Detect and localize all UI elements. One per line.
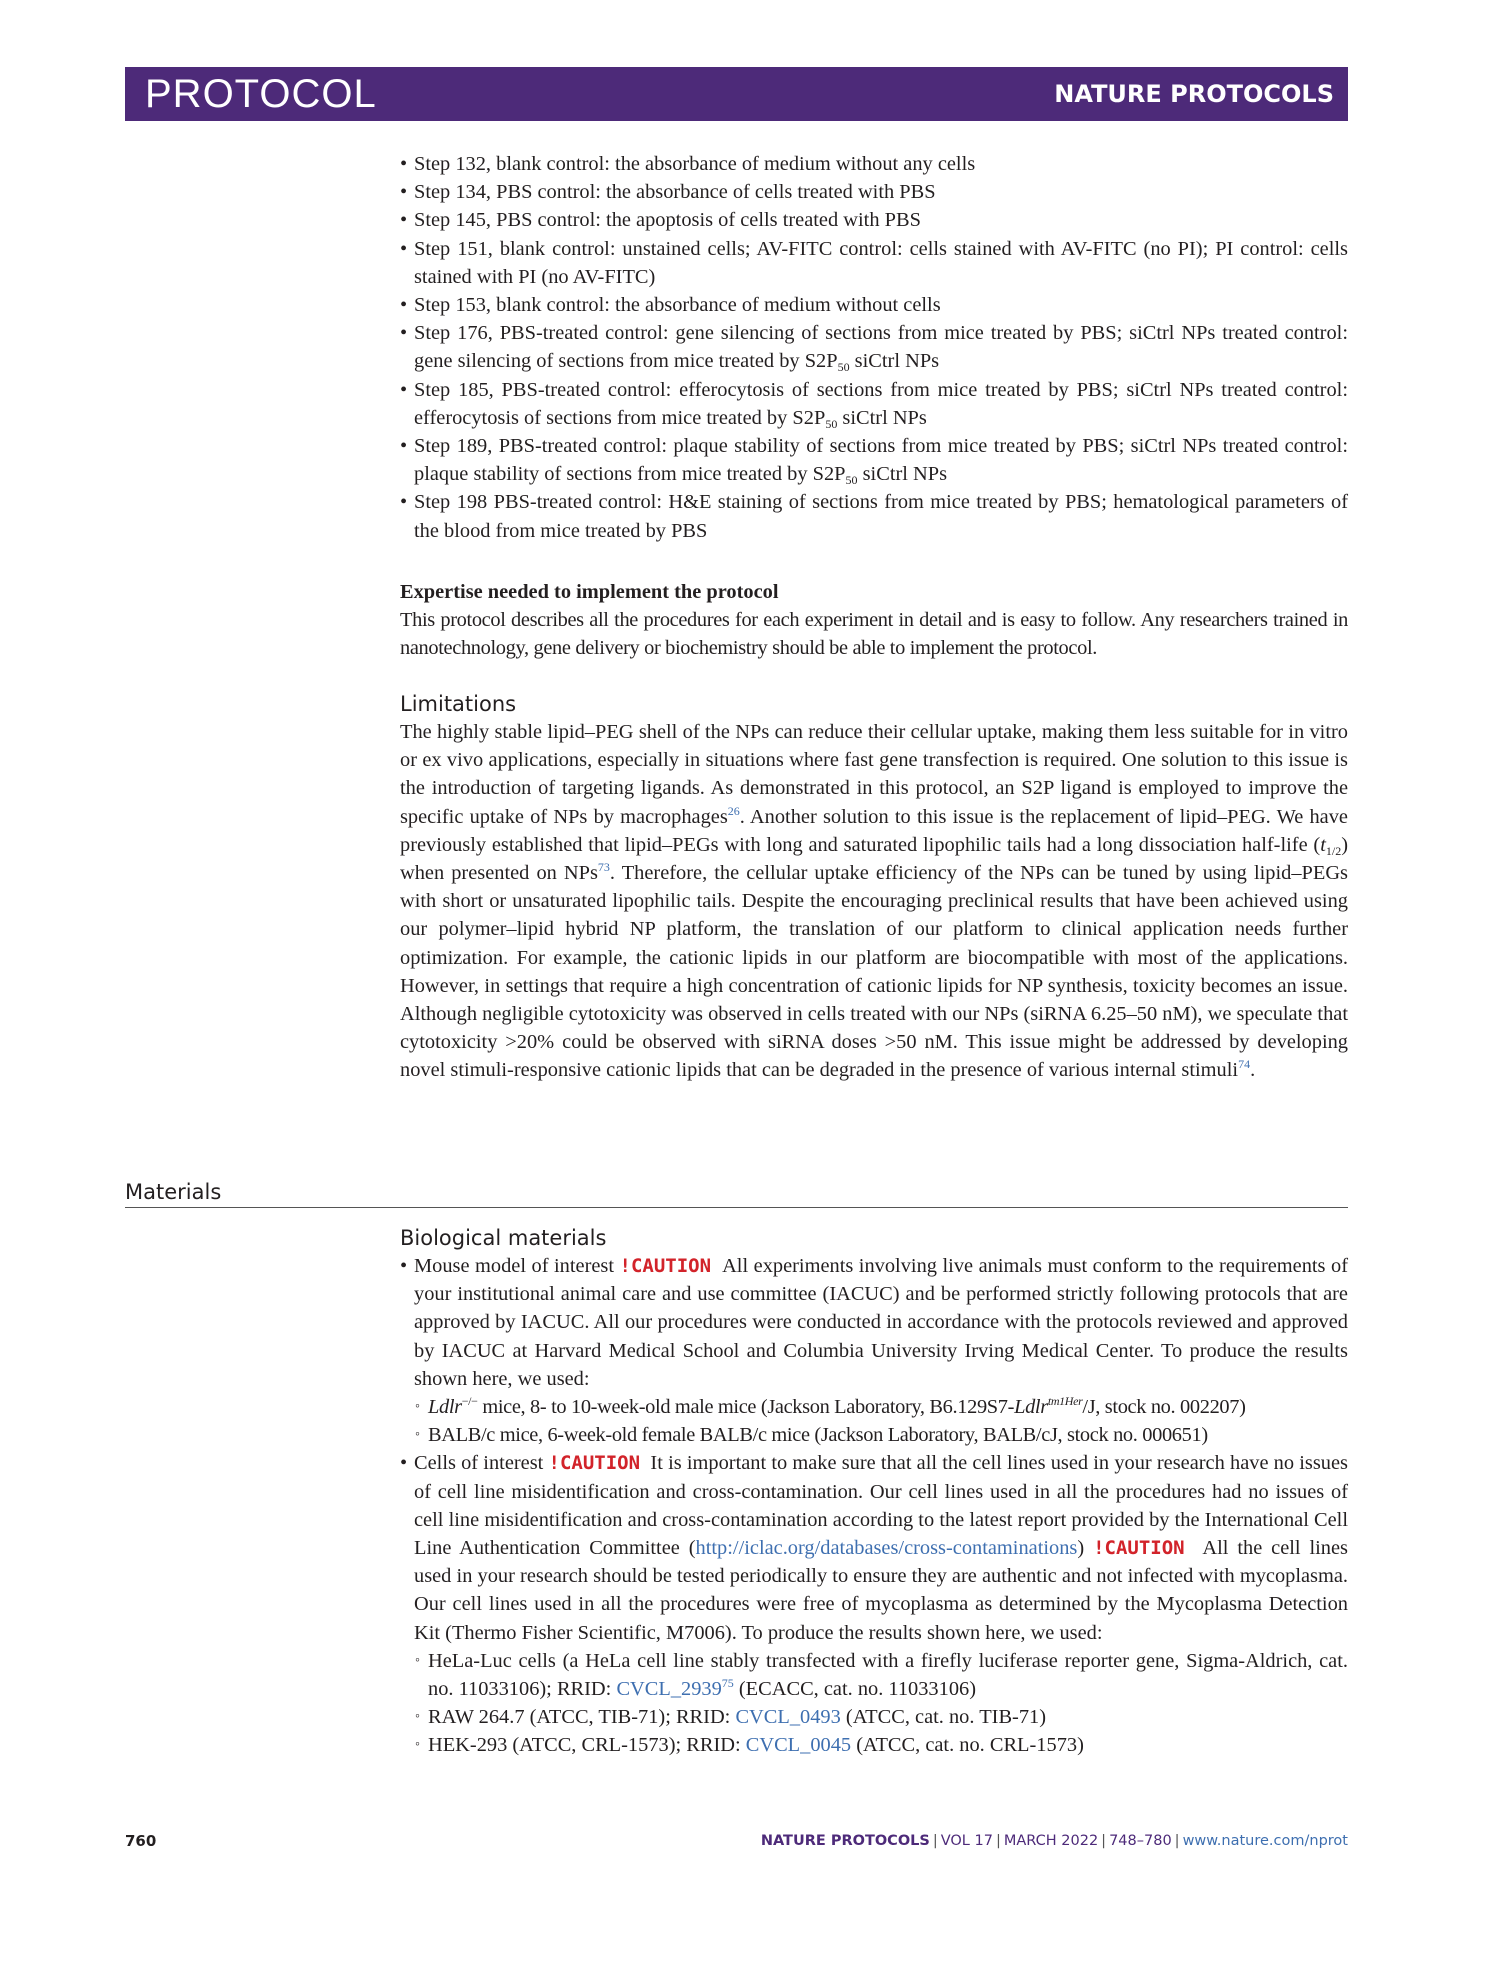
footer-separator: |	[1174, 1833, 1180, 1849]
subscript: 50	[825, 416, 838, 431]
cells-caution-text: )	[1077, 1537, 1085, 1560]
superscript: tm1Her	[1047, 1394, 1083, 1409]
expertise-text: This protocol describes all the procedures for each experiment in detail and is easy to follow. Any researchers trained in nanotechnology, gene delivery or biochemistry should be able to implement the protocol.	[400, 609, 1348, 660]
caution-label: !CAUTION	[1093, 1537, 1185, 1560]
footer-journal: NATURE PROTOCOLS	[760, 1833, 930, 1849]
section-divider	[125, 1207, 1348, 1208]
list-item-text: Step 185, PBS-treated control: efferocytosis of sections from mice treated by PBS; siCtrl NPs treated control: efferocytosis of sections from mice treated by S2P	[414, 378, 1348, 429]
expertise-heading: Expertise needed to implement the protocol	[400, 581, 779, 603]
list-item-text: RAW 264.7 (ATCC, TIB-71); RRID:	[428, 1706, 736, 1729]
caution-label: !CAUTION	[548, 1452, 641, 1475]
list-item-text: siCtrl NPs	[857, 463, 948, 486]
rrid-link[interactable]: CVCL_0493	[735, 1706, 841, 1729]
expertise-section	[400, 578, 1348, 662]
limitations-section	[400, 690, 1348, 1085]
footer-separator: |	[1101, 1833, 1107, 1849]
mouse-sublist	[414, 1393, 1348, 1449]
list-item-text: siCtrl NPs	[849, 350, 940, 373]
page-number: 760	[125, 1832, 157, 1850]
footer-citation	[761, 1833, 1348, 1849]
cells-caution-text: All the cell lines used in your research should be tested periodically to ensure they are authentic and not infected with mycoplasma. Our cell lines used in all the procedures were free of mycoplasma as determined by the Mycoplasma Detection Kit (Thermo Fisher Scientific, M7006). To produce the results shown here, we used:	[414, 1537, 1348, 1644]
iclac-link[interactable]: http://iclac.org/databases/cross-contaminations	[695, 1537, 1078, 1560]
list-item: • Step 134, PBS control: the absorbance of cells treated with PBS	[400, 178, 1348, 206]
list-item-text: siCtrl NPs	[837, 406, 927, 429]
cells-sublist	[414, 1647, 1348, 1760]
strain-name: Ldlr	[1014, 1396, 1048, 1419]
limitations-text-part: . Another solution to this issue is the replacement of lipid–PEG. We have previously established that lipid–PEGs with long and saturated lipophilic tails had a long dissociation half-life (	[400, 805, 1348, 856]
footer-url-link[interactable]: www.nature.com/nprot	[1182, 1833, 1348, 1849]
limitations-text-part: The highly stable lipid–PEG shell of the NPs can reduce their cellular uptake, making them less suitable for in vitro or ex vivo applications, especially in situations where fast gene transfection is required. One solution to this issue is the introduction of targeting ligands. As demonstrated in this protocol, an S2P ligand is employed to improve the specific uptake of NPs by macrophages	[400, 721, 1348, 828]
journal-label: NATURE PROTOCOLS	[1054, 80, 1334, 108]
list-item	[414, 1647, 1348, 1703]
gene-name: Ldlr	[428, 1396, 462, 1419]
limitations-text-part: ) when presented on NPs	[400, 833, 1348, 885]
superscript: −/−	[461, 1394, 478, 1409]
subscript: 1/2	[1325, 843, 1342, 858]
list-item: ◦ BALB/c mice, 6-week-old female BALB/c mice (Jackson Laboratory, BALB/cJ, stock no. 000651)	[414, 1421, 1348, 1449]
list-item-text: (ATCC, cat. no. TIB-71)	[840, 1706, 1047, 1729]
cells-lead: Cells of interest	[414, 1452, 544, 1475]
mouse-lead: Mouse model of interest	[414, 1255, 615, 1277]
list-item	[400, 432, 1348, 488]
list-item: • Step 132, blank control: the absorbance of medium without any cells	[400, 150, 1348, 178]
header-banner	[125, 67, 1348, 121]
footer-volume: VOL 17	[940, 1833, 993, 1849]
footer-date: MARCH 2022	[1003, 1833, 1099, 1849]
list-item: • Step 153, blank control: the absorbance of medium without cells	[400, 291, 1348, 319]
subscript: 50	[845, 473, 858, 488]
caution-label: !CAUTION	[619, 1255, 712, 1277]
list-item-text: (ATCC, cat. no. CRL-1573)	[851, 1734, 1084, 1757]
list-item	[414, 1731, 1348, 1759]
list-item-text: HeLa-Luc cells (a HeLa cell line stably transfected with a firefly luciferase reporter gene, Sigma-Aldrich, cat. no. 11033106); RRID:	[428, 1649, 1348, 1701]
reference-link[interactable]: 73	[597, 860, 610, 875]
list-item: • Step 151, blank control: unstained cells; AV-FITC control: cells stained with AV-FITC (no PI); PI control: cells stained with PI (no AV-FITC)	[400, 235, 1348, 291]
biological-materials-heading: Biological materials	[400, 1226, 607, 1250]
list-item	[400, 376, 1348, 432]
list-item: • Step 145, PBS control: the apoptosis of cells treated with PBS	[400, 206, 1348, 234]
footer-pages: 748–780	[1109, 1833, 1172, 1849]
rrid-link[interactable]: CVCL_0045	[745, 1734, 852, 1757]
biological-materials-section	[400, 1224, 1348, 1760]
controls-list	[400, 150, 1348, 545]
list-item-cells	[400, 1449, 1348, 1759]
list-item-text: mice, 8- to 10-week-old male mice (Jackson Laboratory, B6.129S7-	[477, 1396, 1015, 1419]
list-item: • Step 198 PBS-treated control: H&E staining of sections from mice treated by PBS; hematological parameters of the blood from mice treated by PBS	[400, 488, 1348, 544]
reference-link[interactable]: 75	[721, 1676, 734, 1691]
list-item	[400, 319, 1348, 375]
reference-link[interactable]: 74	[1238, 1057, 1251, 1072]
list-item-text: /J, stock no. 002207)	[1082, 1396, 1246, 1419]
section-label: PROTOCOL	[145, 72, 377, 116]
subscript: 50	[837, 360, 850, 375]
footer-separator: |	[995, 1833, 1001, 1849]
list-item	[414, 1703, 1348, 1731]
list-item-text: Step 176, PBS-treated control: gene silencing of sections from mice treated by PBS; siCtrl NPs treated control: gene silencing of sections from mice treated by S2P	[414, 322, 1348, 373]
limitations-heading: Limitations	[400, 692, 517, 716]
reference-link[interactable]: 26	[727, 803, 740, 818]
limitations-text-part: . Therefore, the cellular uptake efficiency of the NPs can be tuned by using lipid–PEGs with short or unsaturated lipophilic tails. Despite the encouraging preclinical results that have been achieved using our polymer–lipid hybrid NP platform, the translation of our platform to clinical application needs further optimization. For example, the cationic lipids in our platform are biocompatible with most of the applications. However, in settings that require a high concentration of cationic lipids for NP synthesis, toxicity becomes an issue. Although negligible cytotoxicity was observed in cells treated with our NPs (siRNA 6.25–50 nM), we speculate that cytotoxicity >20% could be observed with siRNA doses >50 nM. This issue might be addressed by developing novel stimuli-responsive cationic lipids that can be degraded in the presence of various internal stimuli	[400, 862, 1348, 1082]
limitations-text	[400, 718, 1348, 1085]
list-item-mouse-model	[400, 1252, 1348, 1449]
controls-list-block	[400, 150, 1348, 545]
materials-list	[400, 1252, 1348, 1760]
limitations-text-part: .	[1250, 1059, 1256, 1082]
list-item-text: Step 189, PBS-treated control: plaque stability of sections from mice treated by PBS; siCtrl NPs treated control: plaque stability of sections from mice treated by S2P	[414, 435, 1348, 486]
list-item	[414, 1393, 1348, 1421]
half-life-variable: t	[1320, 833, 1326, 856]
list-item-text: HEK-293 (ATCC, CRL-1573); RRID:	[428, 1734, 746, 1757]
footer-separator: |	[932, 1833, 938, 1849]
rrid-link[interactable]: CVCL_2939	[616, 1678, 722, 1701]
mouse-caution-text: All experiments involving live animals must conform to the requirements of your institutional animal care and use committee (IACUC) and be performed strictly following protocols that are approved by IACUC. All our procedures were conducted in accordance with the protocols reviewed and approved by IACUC at Harvard Medical School and Columbia University Irving Medical Center. To produce the results shown here, we used:	[414, 1255, 1348, 1390]
cells-caution-text: It is important to make sure that all the cell lines used in your research have no issues of cell line misidentification and cross-contamination. Our cell lines used in all the procedures had no issues of cell line misidentification and cross-contamination according to the latest report provided by the International Cell Line Authentication Committee (	[414, 1452, 1348, 1560]
list-item-text: (ECACC, cat. no. 11033106)	[733, 1678, 977, 1701]
materials-section-title: Materials	[125, 1180, 222, 1204]
